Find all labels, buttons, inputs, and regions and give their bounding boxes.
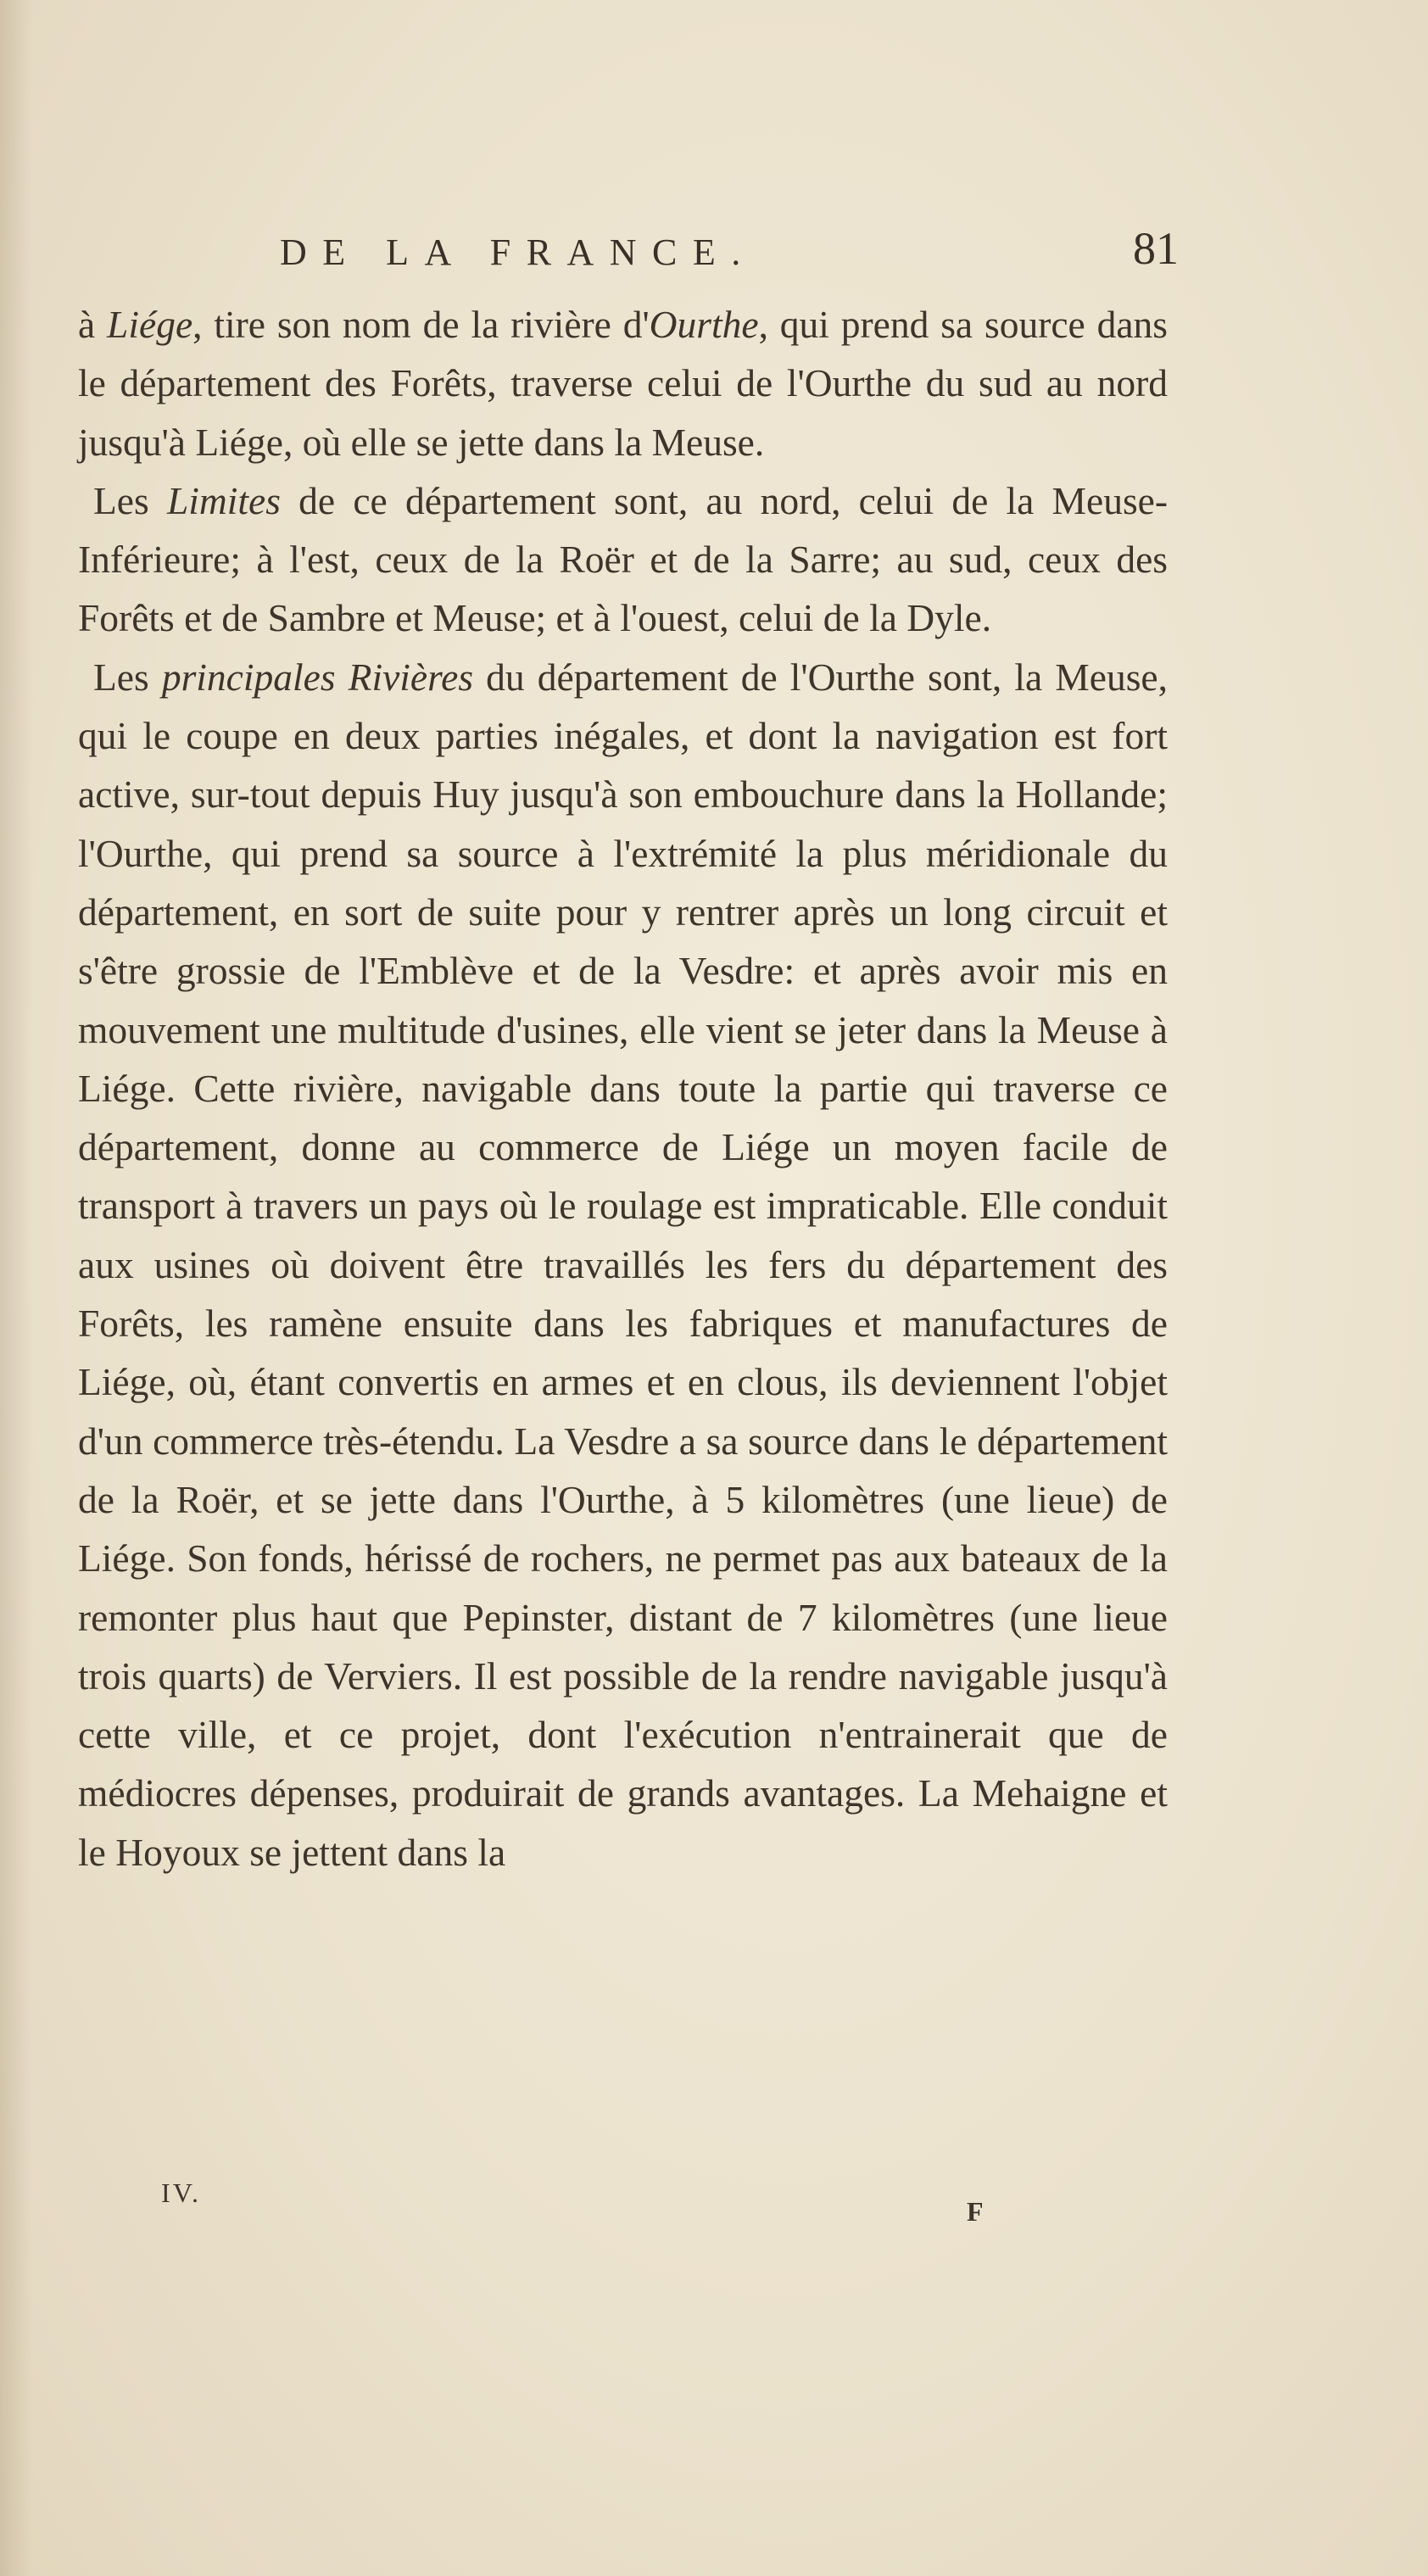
text-run: de ce département sont, au nord, celui de la Meuse-Inférieure; à l'est, ceux de la Roër et de la Sarre; au sud, ceux des Forêts et de Sambre et Meuse; et à l'ouest, celui de la Dyle. [78,478,1169,640]
running-title: DE LA FRANCE. [280,231,756,273]
page-footer [144,2177,1018,2227]
paragraph [78,471,1168,648]
signature-mark: IV. [161,2177,202,2208]
text-run: , qui prend sa source dans le département des Forêts, traverse celui de l'Ourthe du sud au nord jusqu'à Liége, où elle se jette dans la Meuse. [78,303,1168,464]
text-run: , tire son nom de la rivière d' [192,303,650,346]
italic-run: Liége [107,303,193,346]
italic-run: principales Rivières [161,655,474,699]
text-run: du département de l'Ourthe sont, la Meuse, qui le coupe en deux parties inégales, et dont la navigation est fort active, sur-tout depuis Huy jusqu'à son embouchure dans la Hollande; l'Ourthe, qui prend sa source à l'extrémité la plus méridionale du département, en sort de suite pour y rentrer après un long circuit et s'être grossie de l'Emblève et de la Vesdre: et après avoir mis en mouvement une multitude d'usines, elle vient se jeter dans la Meuse à Liége. Cette rivière, navigable dans toute la partie qui traverse ce département, donne au commerce de Liége un moyen facile de transport à travers un pays où le roulage est impraticable. Elle conduit aux usines où doivent être travaillés les fers du département des Forêts, les ramène ensuite dans les fabriques et manufactures de Liége, où, étant convertis en armes et en clous, ils deviennent l'objet d'un commerce très-étendu. La Vesdre a sa source dans le département de la Roër, et se jette dans l'Ourthe, à 5 kilomètres (une lieue) de Liége. Son fonds, hérissé de rochers, ne permet pas aux bateaux de la remonter plus haut que Pepinster, distant de 7 kilomètres (une lieue trois quarts) de Verviers. Il est possible de la rendre navigable jusqu'à cette ville, et ce projet, dont l'exécution n'entrainerait que de médiocres dépenses, produirait de grands avantages. La Mehaigne et le Hoyoux se jettent dans la [78,655,1168,1874]
body-text [78,295,1168,1882]
text-run: Les [93,655,162,699]
italic-run: Ourthe [649,303,759,346]
page-number: 81 [1133,223,1179,274]
paragraph [78,648,1168,1882]
sheet-mark: F [967,2196,984,2227]
text-run: à [78,303,108,346]
italic-run: Limites [166,478,281,522]
paragraph [78,295,1168,471]
running-head [280,223,1179,282]
text-run: Les [93,478,167,522]
